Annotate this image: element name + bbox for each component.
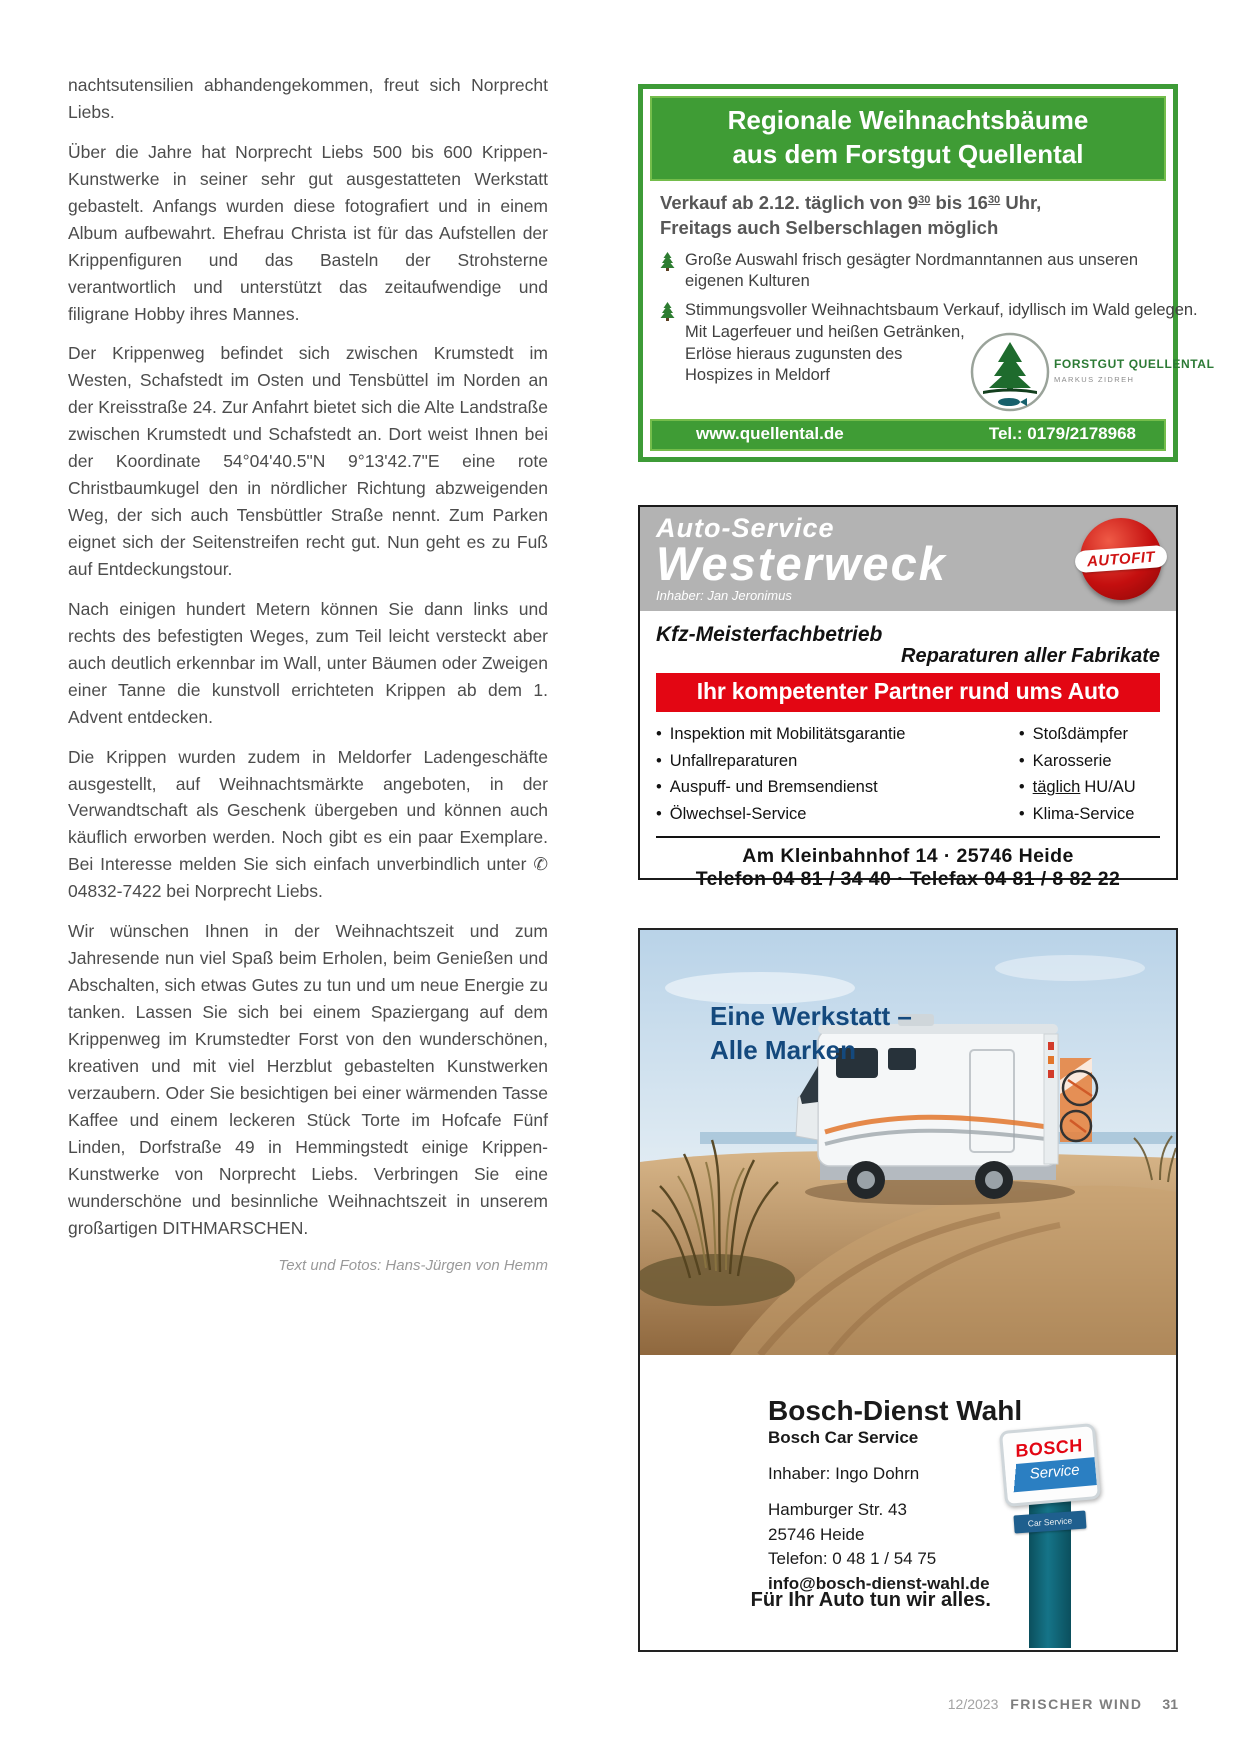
quellental-logo-name: FORSTGUT QUELLENTAL xyxy=(1054,356,1215,371)
service-item: • Karosserie xyxy=(1018,751,1112,770)
service-item: • Unfallreparaturen xyxy=(656,751,798,770)
westerweck-owner: Inhaber: Jan Jeronimus xyxy=(656,587,792,603)
quellental-logo xyxy=(970,330,1215,412)
hours-text: Uhr, xyxy=(1000,191,1042,213)
camper-photo-illustration xyxy=(640,930,1176,1355)
westerweck-brand-name: Westerweck xyxy=(656,537,947,590)
article-paragraph: Der Krippenweg befindet sich zwischen Krumstedt im Westen, Schafstedt im Osten und Tensbüttel im Norden an der Kreisstraße 24. Zur Anfahrt bietet sich die Alte Landstraße zwischen Krumstedt und Schafstedt an. Dort weist Ihnen bei der Koordinate 54°04'40.5"N 9°13'42.7"E eine rote Christbaumkugel den in nördlicher Richtung abzweigenden Weg, der sich auch Tensbüttler Straße nennt. Zum Parken eignet sich der Seitenstreifen recht gut. Nun geht es zu Fuß auf Entdeckungstour. xyxy=(68,343,548,579)
bosch-sign-panel xyxy=(999,1423,1101,1507)
ad-bosch-dienst-wahl xyxy=(638,928,1178,1652)
divider xyxy=(656,836,1160,838)
bosch-slogan: Für Ihr Auto tun wir alles. xyxy=(750,1589,991,1611)
footer-issue: 12/2023 xyxy=(947,1696,999,1712)
quellental-bullet-1 xyxy=(660,250,1162,294)
bullet-text: Erlöse hieraus zugunsten des Hospizes in Meldorf xyxy=(685,344,903,385)
article-paragraph-text: Die Krippen wurden zudem in Meldorfer Ladengeschäfte ausgestellt, auf Weihnachtsmärkte angeboten, in der Verwandtschaft als Geschenk übergeben und können auch käuflich erworben werden. Noch gibt es ein paar Exemplare. Bei Interesse melden Sie sich einfach unverbindlich unter xyxy=(68,746,548,875)
westerweck-header xyxy=(640,507,1176,611)
tree-bullet-icon xyxy=(660,302,675,321)
autofit-logo-label: AUTOFIT xyxy=(1086,548,1156,570)
bosch-info xyxy=(640,1355,1176,1648)
hours-text: Verkauf ab 2.12. täglich von 9 xyxy=(660,191,919,213)
quellental-title-line2: aus dem Forstgut Quellental xyxy=(732,139,1084,170)
bullet-text: Große Auswahl frisch gesägter Nordmanntannen aus unseren eigenen Kulturen xyxy=(685,250,1139,291)
bosch-subtitle: Bosch Car Service xyxy=(768,1428,919,1447)
bullet-text: Stimmungsvoller Weihnachtsbaum Verkauf, idyllisch im Wald gelegen. Mit Lagerfeuer und heißen Getränken, xyxy=(685,301,1198,341)
quellental-website: www.quellental.de xyxy=(696,423,844,443)
ad-westerweck xyxy=(638,505,1178,890)
bosch-address xyxy=(768,1498,1176,1597)
westerweck-body xyxy=(640,611,1176,891)
service-item: • Stoßdämpfer xyxy=(1018,725,1129,743)
footer-magazine-name: FRISCHER WIND xyxy=(1010,1696,1143,1712)
quellental-title xyxy=(650,96,1166,181)
article-paragraph: Wir wünschen Ihnen in der Weihnachtszeit und zum Jahresende nun viel Spaß beim Erholen, beim Genießen und Abschalten, sich etwas Gutes zu tun und um neue Energie zu tanken. Lassen Sie sich bei einem Spaziergang auf dem Krippenweg im Krumstedter Forst von den wunderschönen, kreativen und mit viel Herzblut gebastelten Kunstwerken verzaubern. Oder Sie besichtigen bei einer wärmenden Tasse Kaffee und einem leckeren Stück Torte im Hofcafe Fünf Linden, Dorfstraße 49 in Hemmingstedt einige Krippen-Kunstwerke von Norprecht Liebs. Verbringen Sie eine wunderschöne und besinnliche Weihnachtszeit in unserem großartigen DITHMARSCHEN. xyxy=(68,921,548,1238)
phone-icon: ✆ xyxy=(533,854,548,875)
bosch-service-sign xyxy=(1002,1427,1098,1648)
footer-page-number: 31 xyxy=(1162,1696,1178,1712)
quellental-title-line1: Regionale Weihnachtsbäume xyxy=(727,105,1089,135)
quellental-body xyxy=(650,181,1215,419)
hours-line2: Freitags auch Selberschlagen möglich xyxy=(660,216,999,238)
article-credit: Text und Fotos: Hans-Jürgen von Hemm xyxy=(278,1257,548,1275)
bosch-street: Hamburger Str. 43 xyxy=(768,1500,907,1519)
service-item: • täglich HU/AU xyxy=(1018,778,1136,797)
article-paragraph: Über die Jahre hat Norprecht Liebs 500 bis 600 Krippen-Kunstwerke in seiner sehr gut ausgestatteten Werkstatt gebastelt. Anfangs wurden diese fotografiert und in einem Album aufbewahrt. Ehefrau Christa ist für das Aufstellen der Krippenfiguren und das Basteln der Strohsterne verantwortlich und unterstützt das zeitaufwendige und filigrane Hobby ihres Mannes. xyxy=(68,141,548,324)
quellental-logo-subname: MARKUS ZIDREH xyxy=(1054,374,1135,384)
quellental-hours xyxy=(660,191,1162,241)
hours-superscript: 30 xyxy=(918,193,931,206)
westerweck-phone-fax: Telefon 04 81 / 34 40 · Telefax 04 81 / 8 82 22 xyxy=(695,867,1121,890)
westerweck-service-list xyxy=(656,721,1160,828)
article-paragraph-text: 04832-7422 bei Norprecht Liebs. xyxy=(68,881,323,902)
westerweck-heading-right: Reparaturen aller Fabrikate xyxy=(901,645,1160,667)
bosch-phone: Telefon: 0 48 1 / 54 75 xyxy=(768,1549,937,1569)
quellental-footer xyxy=(650,419,1166,451)
bosch-email: info@bosch-dienst-wahl.de xyxy=(768,1573,990,1593)
ad-quellental xyxy=(638,84,1215,462)
tree-bullet-icon xyxy=(660,252,675,271)
article-paragraph xyxy=(68,744,548,906)
article-paragraph: Nach einigen hundert Metern können Sie dann links und rechts des befestigten Weges, zum Teil leicht versteckt aber auch deutlich erkennbar im Wall, unter Bäumen oder Zweigen einer Tanne die kunstvoll errichteten Krippen ab dem 1. Advent entdecken. xyxy=(68,598,548,727)
westerweck-address: Am Kleinbahnhof 14 · 25746 Heide xyxy=(742,844,1074,867)
bosch-sign-brand: BOSCH xyxy=(1015,1435,1083,1461)
bosch-company-name: Bosch-Dienst Wahl xyxy=(768,1395,1023,1426)
bosch-headline-line1: Eine Werkstatt – xyxy=(710,1001,912,1031)
bosch-headline-line2: Alle Marken xyxy=(710,1034,856,1065)
bosch-city: 25746 Heide xyxy=(768,1524,865,1544)
quellental-bullet-2 xyxy=(660,300,1215,412)
westerweck-red-banner: Ihr kompetenter Partner rund ums Auto xyxy=(656,673,1160,712)
quellental-logo-emblem xyxy=(970,332,1050,412)
hours-text: bis 16 xyxy=(930,191,988,213)
camper-photo xyxy=(640,930,1176,1355)
bosch-owner: Inhaber: Ingo Dohrn xyxy=(768,1464,920,1483)
westerweck-brand-top: Auto-Service xyxy=(656,513,835,543)
bosch-sign-car-service: Car Service xyxy=(1013,1511,1086,1534)
article-paragraph: nachtsutensilien abhandengekommen, freut sich Norprecht Liebs. xyxy=(68,75,548,122)
bosch-sign-service: Service xyxy=(1005,1457,1097,1493)
service-item: • Klima-Service xyxy=(1018,805,1135,824)
autofit-logo xyxy=(1080,518,1162,600)
quellental-phone: Tel.: 0179/2178968 xyxy=(988,423,1136,443)
service-item: • Inspektion mit Mobilitätsgarantie xyxy=(656,725,906,743)
westerweck-heading-left: Kfz-Meisterfachbetrieb xyxy=(656,623,883,646)
bosch-headline xyxy=(710,1000,912,1068)
article-column xyxy=(68,72,548,1278)
service-item: • Ölwechsel-Service xyxy=(656,805,807,824)
service-item: • Auspuff- und Bremsendienst xyxy=(656,778,878,797)
hours-superscript: 30 xyxy=(987,193,1001,206)
page-footer xyxy=(948,1696,1178,1712)
